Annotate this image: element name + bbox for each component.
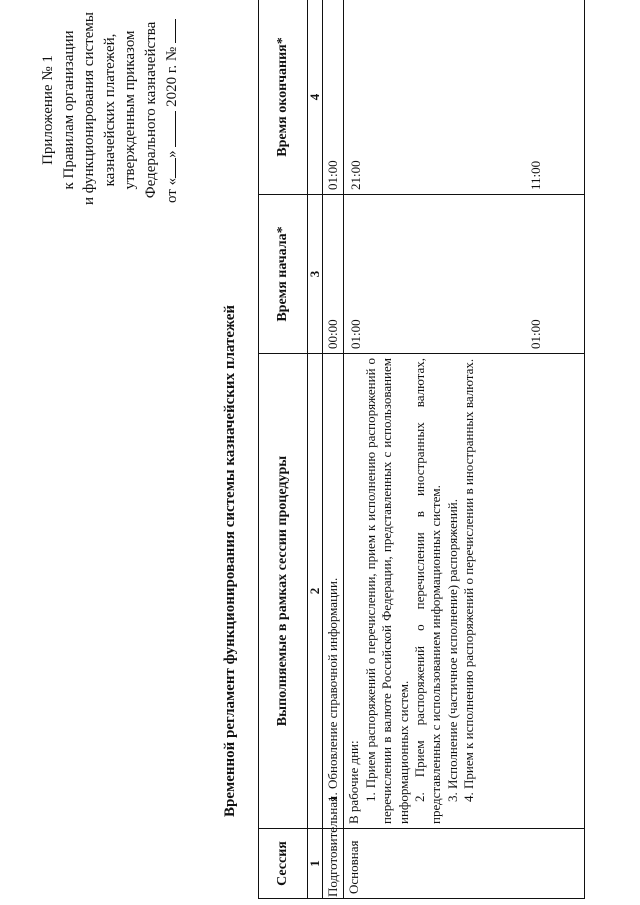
end-time: 11:00: [528, 160, 544, 190]
column-number: 4: [308, 0, 323, 195]
table-header-row: [259, 0, 308, 899]
appendix-text-line: Федерального казначейства: [142, 21, 159, 199]
procedure-text: [323, 354, 344, 829]
column-number: 1: [308, 829, 323, 899]
header-procedures: Выполняемые в рамках сессии процедуры: [259, 354, 308, 829]
day-blank: [161, 158, 176, 178]
procedure-item: 1. Обновление справочной информации.: [325, 577, 340, 802]
session-name: Подготовительная: [323, 829, 344, 899]
table-row-main: [344, 0, 585, 899]
procedure-intro: В рабочие дни:: [346, 740, 362, 824]
end-time-cell: [344, 0, 585, 195]
date-year: 2020 г. №: [164, 46, 180, 107]
start-time: 01:00: [528, 319, 544, 349]
column-number: 3: [308, 195, 323, 354]
procedure-item: 2. Прием распоряжений о перечислении в иностранных валютах, представленных с использованием информационных систем.: [412, 358, 444, 824]
table-row-preparatory: [323, 0, 344, 899]
appendix-number: Приложение № 1: [40, 55, 56, 165]
regulation-table: [258, 0, 585, 899]
date-prefix: от «: [164, 177, 180, 203]
appendix-block: [38, 12, 183, 205]
header-session: Сессия: [259, 829, 308, 899]
procedure-item: 4. Прием к исполнению распоряжений о перечислении в иностранных валютах.: [461, 358, 477, 802]
column-number-row: [308, 0, 323, 899]
appendix-text-line: казначейских платежей,: [101, 33, 118, 187]
header-start-time: Время начала*: [259, 195, 308, 354]
procedure-item: 3. Исполнение (частичное исполнение) распоряжений.: [444, 499, 460, 802]
start-time: 00:00: [323, 195, 344, 354]
date-mid: »: [164, 150, 180, 158]
start-time: 01:00: [348, 319, 364, 349]
document-title: Временной регламент функционирования системы казначейских платежей: [222, 305, 238, 818]
header-end-time: Время окончания*: [259, 0, 308, 195]
appendix-text-line: утвержденным приказом: [122, 30, 138, 190]
appendix-date-line: [161, 15, 183, 205]
procedure-list: [344, 354, 585, 829]
order-number-blank: [161, 19, 176, 43]
end-time: 01:00: [323, 0, 344, 195]
end-time: 21:00: [348, 160, 364, 190]
month-blank: [161, 111, 176, 147]
appendix-text-line: к Правилам организации: [60, 30, 77, 190]
column-number: 2: [308, 354, 323, 829]
appendix-text-line: и функционирования системы: [81, 12, 97, 205]
start-time-cell: [344, 195, 585, 354]
session-name: Основная: [344, 829, 585, 899]
procedure-item: 1. Прием распоряжений о перечислении, прием к исполнению распоряжений о перечислении в валюте Российской Федерации, представленных с использованием информационных систем.: [362, 358, 411, 824]
